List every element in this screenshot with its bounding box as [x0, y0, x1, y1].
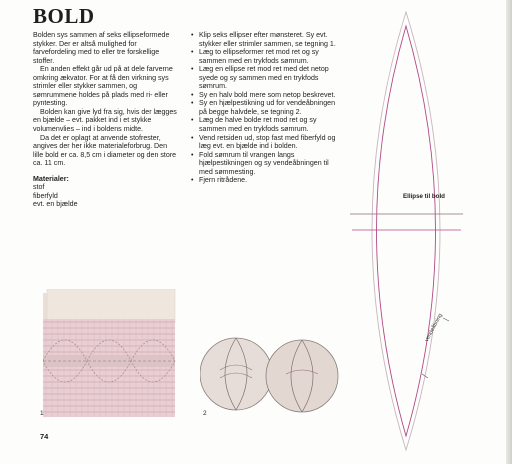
materials-item: stof: [33, 183, 45, 192]
intro-paragraph: Bolden sys sammen af seks ellipseformede stykker. Der er altså mulighed for farvefordeling med to eller tre forskellige stoffer.: [33, 31, 170, 65]
instruction-step: • Læg to ellipseformer ret mod ret og sy sammen med en trykfods sømrum.: [191, 48, 341, 65]
ellipse-pattern: [336, 0, 506, 464]
intro-paragraph: En anden effekt går ud på at dele farverne omkring ækvator. For at få den virkning sys strimler eller stykker sammen, og sømrummene holdes på plads med ri- eller pyntesting.: [33, 65, 173, 108]
instruction-step: • Sy en halv bold mere som netop beskrevet.: [191, 91, 341, 100]
instruction-step: • Læg en ellipse ret mod ret med det netop syede og sy sammen med en trykfods sømrum.: [191, 65, 341, 91]
pattern-outer-outline: [372, 12, 440, 450]
materials-item: evt. en bjælde: [33, 200, 78, 209]
pattern-inner-outline: [377, 26, 436, 436]
opening-label: vendeåbning: [424, 312, 444, 343]
page-title: BOLD: [33, 4, 95, 28]
instructions-column: [191, 31, 341, 185]
materials-list: [33, 175, 179, 209]
instruction-steps: [191, 31, 341, 185]
ball-half-left: [200, 338, 272, 410]
instruction-step: • Vend retsiden ud, stop fast med fiberfyld og læg evt. en bjælde ind i bolden.: [191, 134, 341, 151]
materials-heading: Materialer:: [33, 174, 69, 183]
instruction-step: • Fold sømrum til vrangen langs hjælpestikningen og sy vendeåbningen til med sømmesting.: [191, 151, 341, 177]
page-number: 74: [40, 432, 49, 441]
materials-item: fiberfyld: [33, 191, 58, 200]
instruction-step: • Læg de halve bolde ret mod ret og sy sammen med en trykfods sømrum.: [191, 116, 341, 133]
instruction-step: • Sy en hjælpestikning ud for vendeåbningen på begge halvdele, se tegning 2.: [191, 99, 341, 116]
instruction-step: • Klip seks ellipser efter mønsteret. Sy evt. stykker eller strimler sammen, se tegning 1.: [191, 31, 341, 48]
opening-mark-top: [443, 318, 449, 321]
intro-paragraph: Bolden kan give lyd fra sig, hvis der lægges en bjælde – evt. pakket ind i et stykke volumenvlies – ind i boldens midte.: [33, 107, 177, 134]
fabric-striped-panel: [43, 319, 175, 417]
intro-paragraph: Da det er oplagt at anvende stofrester, angives der her ikke materialeforbrug. Den lille bold er ca. 8,5 cm i diameter og den store ca. 11 cm.: [33, 133, 177, 168]
instruction-step: • Fjern ritrådene.: [191, 176, 341, 185]
fabric-photo: [43, 289, 183, 421]
fabric-top-panel: [47, 289, 175, 323]
intro-column: [33, 31, 179, 209]
figure-2-label: 2: [203, 410, 207, 417]
ball-half-right: [266, 340, 338, 412]
ball-halves-photo: [200, 330, 340, 420]
page-edge: [506, 0, 512, 464]
pattern-label: Ellipse til bold: [403, 193, 445, 200]
figure-1-label: 1: [40, 410, 44, 417]
